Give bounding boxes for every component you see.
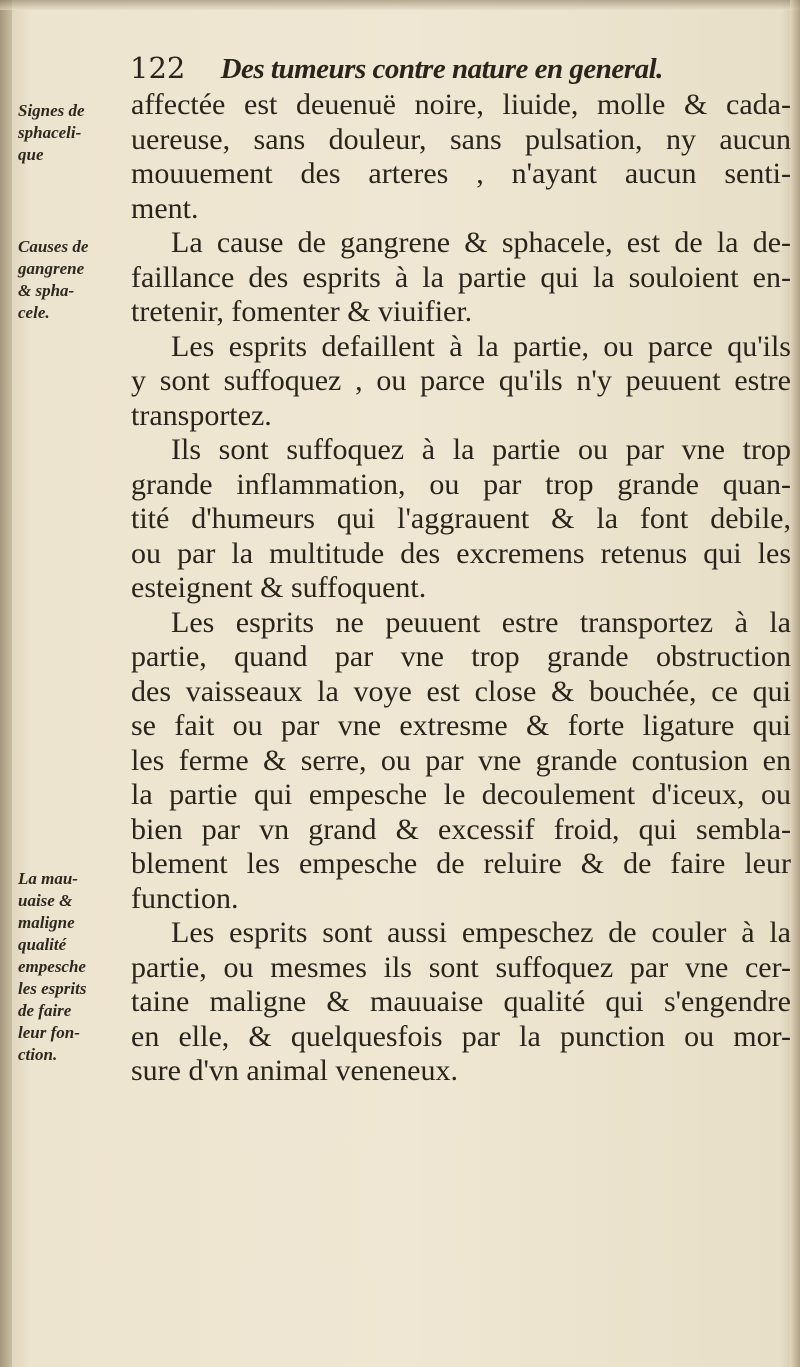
text-line: taine maligne & mauuaise qualité qui s'engendre — [131, 985, 791, 1018]
text-line: y sont suffoquez , ou parce qu'ils n'y peuuent estre — [131, 364, 791, 397]
margin-note-line: gangrene — [18, 259, 85, 278]
text-line: faillance des esprits à la partie qui la souloient en- — [131, 260, 791, 294]
text-line: La cause de gangrene & sphacele, est de la de- — [171, 226, 791, 259]
text-line: blement les empesche de reluire & de faire leur — [131, 847, 791, 880]
margin-note-line: ction. — [18, 1045, 58, 1064]
text-line: en elle, & quelquesfois par la punction ou mor- — [131, 1019, 791, 1053]
text-line: uereuse, sans douleur, sans pulsation, ny aucun — [131, 122, 791, 156]
page-binding-shadow — [0, 0, 12, 1367]
page-header — [130, 48, 770, 88]
margin-note-qualite — [18, 868, 128, 1066]
text-line: Les esprits ne peuuent estre transportez à la — [171, 605, 791, 639]
text-line: function. — [131, 881, 239, 915]
margin-note-line: de faire — [18, 1001, 72, 1020]
text-line: partie, ou mesmes ils sont suffoquez par vne cer- — [131, 950, 791, 984]
margin-note-line: Signes de — [18, 101, 85, 120]
text-line: les ferme & serre, ou par vne grande contusion en — [131, 743, 791, 777]
margin-note-causes — [18, 236, 128, 324]
page-number: 122 — [130, 51, 186, 85]
text-line: ment. — [131, 191, 199, 225]
text-line: la partie qui empesche le decoulement d'iceux, ou — [131, 778, 791, 811]
page-top-edge — [0, 0, 800, 10]
margin-note-line: & spha- — [18, 281, 75, 300]
margin-note-line: Causes de — [18, 237, 89, 256]
text-line: tretenir, fomenter & viuifier. — [131, 295, 473, 328]
margin-note-signes — [18, 100, 128, 166]
text-line: tité d'humeurs qui l'aggrauent & la font debile, — [131, 502, 791, 535]
text-line: mouuement des arteres , n'ayant aucun senti- — [131, 157, 791, 190]
text-line: Les esprits sont aussi empeschez de couler à la — [171, 916, 791, 949]
margin-note-line: maligne — [18, 913, 75, 932]
text-line: partie, quand par vne trop grande obstruction — [131, 640, 791, 673]
margin-note-line: leur fon- — [18, 1023, 80, 1042]
page-right-edge — [790, 0, 800, 1367]
margin-note-line: empesche — [18, 957, 86, 976]
text-line: se fait ou par vne extresme & forte ligature qui — [131, 709, 791, 742]
body-text — [131, 88, 791, 1089]
margin-note-line: que — [18, 145, 44, 164]
text-line: ou par la multitude des excremens retenus qui les — [131, 536, 791, 570]
margin-note-line: cele. — [18, 303, 50, 322]
text-line: des vaisseaux la voye est close & bouchée, ce qui — [131, 674, 791, 708]
text-line: Ils sont suffoquez à la partie ou par vne trop — [171, 433, 791, 466]
running-head: Des tumeurs contre nature en general. — [220, 53, 663, 85]
margin-note-line: sphaceli- — [18, 123, 82, 142]
text-line: Les esprits defaillent à la partie, ou parce qu'ils — [171, 329, 791, 363]
text-line: transportez. — [131, 398, 272, 432]
margin-note-line: les esprits — [18, 979, 87, 998]
text-line: grande inflammation, ou par trop grande quan- — [131, 467, 791, 501]
text-line: esteignent & suffoquent. — [131, 571, 427, 604]
margin-note-line: uaise & — [18, 891, 73, 910]
text-line: bien par vn grand & excessif froid, qui sembla- — [131, 812, 791, 846]
text-line: sure d'vn animal veneneux. — [131, 1054, 458, 1087]
text-line: affectée est deuenuë noire, liuide, molle & cada- — [131, 88, 791, 121]
margin-note-line: qualité — [18, 935, 67, 954]
margin-note-line: La mau- — [18, 869, 78, 888]
